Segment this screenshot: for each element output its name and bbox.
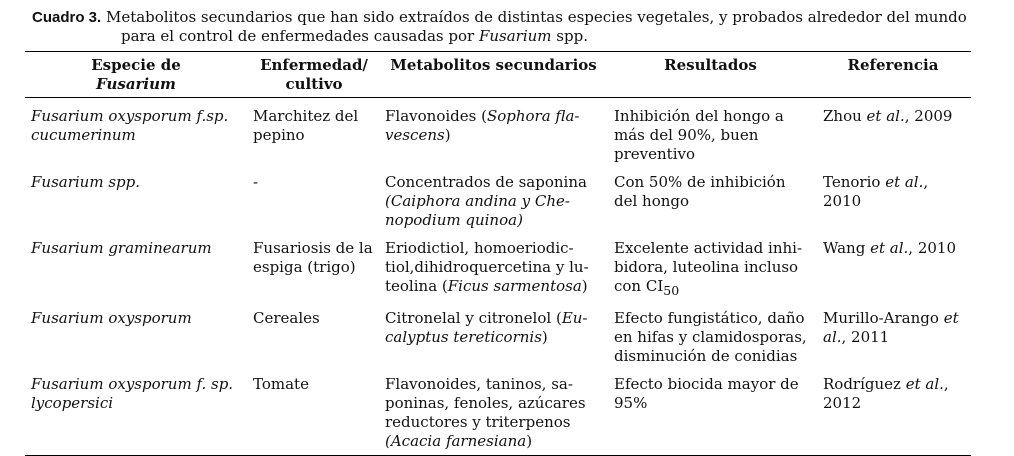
species-text: Fusarium oxysporum f.sp. cucumerinum (31, 107, 229, 144)
metabolites-end: ) (541, 328, 548, 346)
header-metabolites: Metabolitos secundarios (390, 56, 597, 74)
reference-author: Tenorio (823, 173, 886, 191)
table-row (25, 230, 971, 300)
header-species-line1: Especie de (91, 56, 181, 74)
cell-disease: Marchitez del pepino (253, 107, 359, 144)
cell-results: Con 50% de inhibición del hongo (614, 173, 786, 210)
metabolites-source: (Acacia farnesiana (385, 432, 527, 450)
reference-etal: et al. (905, 375, 944, 393)
caption-label: Cuadro 3. (32, 9, 102, 26)
metabolites-end: ) (444, 126, 451, 144)
cell-species (25, 164, 247, 230)
reference-etal: et al. (823, 309, 959, 346)
reference-author: Wang (823, 239, 871, 257)
results-text: Excelente actividad inhi-bidora, luteolina incluso con CI (614, 239, 803, 295)
species-text: Fusarium oxysporum (31, 309, 192, 327)
cell-species (25, 230, 247, 300)
species-text: Fusarium spp. (31, 173, 140, 191)
cell-disease: - (253, 173, 259, 191)
reference-year: , 2012 (823, 375, 949, 412)
metabolites-text: Flavonoides ( (385, 107, 487, 125)
species-text: Fusarium graminearum (31, 239, 212, 257)
cell-metabolites (381, 300, 606, 366)
reference-etal: et al. (885, 173, 924, 191)
cell-species (25, 300, 247, 366)
cell-results: Efecto fungistático, daño en hifas y clamidosporas, disminución de conidias (614, 309, 807, 365)
caption-line2-text: para el control de enfermedades causadas por (121, 27, 479, 45)
reference-etal: et al. (866, 107, 905, 125)
reference-author: Zhou (823, 107, 867, 125)
metabolites-text: Flavonoides, taninos, sa-poninas, fenoles, azúcares reductores y triterpenos (385, 375, 586, 431)
table-row (25, 300, 971, 366)
cell-reference (815, 366, 971, 456)
metabolites-source: Ficus sarmentosa (447, 277, 582, 295)
table-row (25, 98, 971, 165)
cell-reference (815, 164, 971, 230)
cell-metabolites (381, 366, 606, 456)
reference-year: , 2009 (904, 107, 953, 125)
caption-text-line1: Metabolitos secundarios que han sido extraídos de distintas especies vegetales, y probados alrededor del mundo (101, 8, 967, 26)
cell-reference (815, 98, 971, 165)
metabolites-text: Eriodictiol, homoeriodic-tiol,dihidroquercetina y lu-teolina ( (385, 239, 589, 295)
reference-etal: et al. (870, 239, 909, 257)
cell-reference (815, 230, 971, 300)
cell-metabolites (381, 230, 606, 300)
cell-disease: Cereales (253, 309, 320, 327)
caption-line2-end: spp. (551, 27, 588, 45)
cell-results (606, 230, 815, 300)
header-results: Resultados (664, 56, 757, 74)
cell-disease: Fusariosis de la espiga (trigo) (253, 239, 373, 276)
metabolites-source: Sophora fla-vescens (385, 107, 580, 144)
cell-species (25, 366, 247, 456)
reference-author: Murillo-Arango (823, 309, 944, 327)
cell-metabolites (381, 98, 606, 165)
caption-line2-italic: Fusarium (478, 27, 552, 45)
reference-year: , 2010 (823, 173, 929, 210)
metabolites-table (25, 51, 971, 456)
reference-year: , 2010 (908, 239, 956, 257)
cell-disease: Tomate (253, 375, 309, 393)
metabolites-source: Eu-calyptus tereticornis (385, 309, 588, 346)
cell-results: Inhibición del hongo a más del 90%, buen preventivo (614, 107, 784, 163)
reference-year: , 2011 (841, 328, 890, 346)
header-species-line2: Fusarium (96, 75, 176, 93)
metabolites-source: (Caiphora andina y Che-nopodium quinoa) (385, 192, 570, 229)
species-text: Fusarium oxysporum f. sp. lycopersici (31, 375, 234, 412)
metabolites-end: ) (581, 277, 588, 295)
reference-author: Rodríguez (823, 375, 906, 393)
cell-results: Efecto biocida mayor de 95% (614, 375, 799, 412)
header-reference: Referencia (847, 56, 939, 74)
table-caption (32, 8, 1007, 46)
header-disease-line2: cultivo (285, 75, 343, 93)
caption-text-line2 (32, 27, 1007, 46)
metabolites-end: ) (526, 432, 533, 450)
header-disease-line1: Enfermedad/ (260, 56, 368, 74)
metabolites-text: Citronelal y citronelol ( (385, 309, 562, 327)
table-row (25, 164, 971, 230)
header-disease (247, 52, 381, 98)
cell-reference (815, 300, 971, 366)
cell-metabolites (381, 164, 606, 230)
table-header-row (25, 52, 971, 98)
cell-species (25, 98, 247, 165)
header-species (25, 52, 247, 98)
table-row (25, 366, 971, 456)
metabolites-text: Concentrados de saponina (385, 173, 587, 191)
results-subscript: 50 (663, 283, 680, 298)
